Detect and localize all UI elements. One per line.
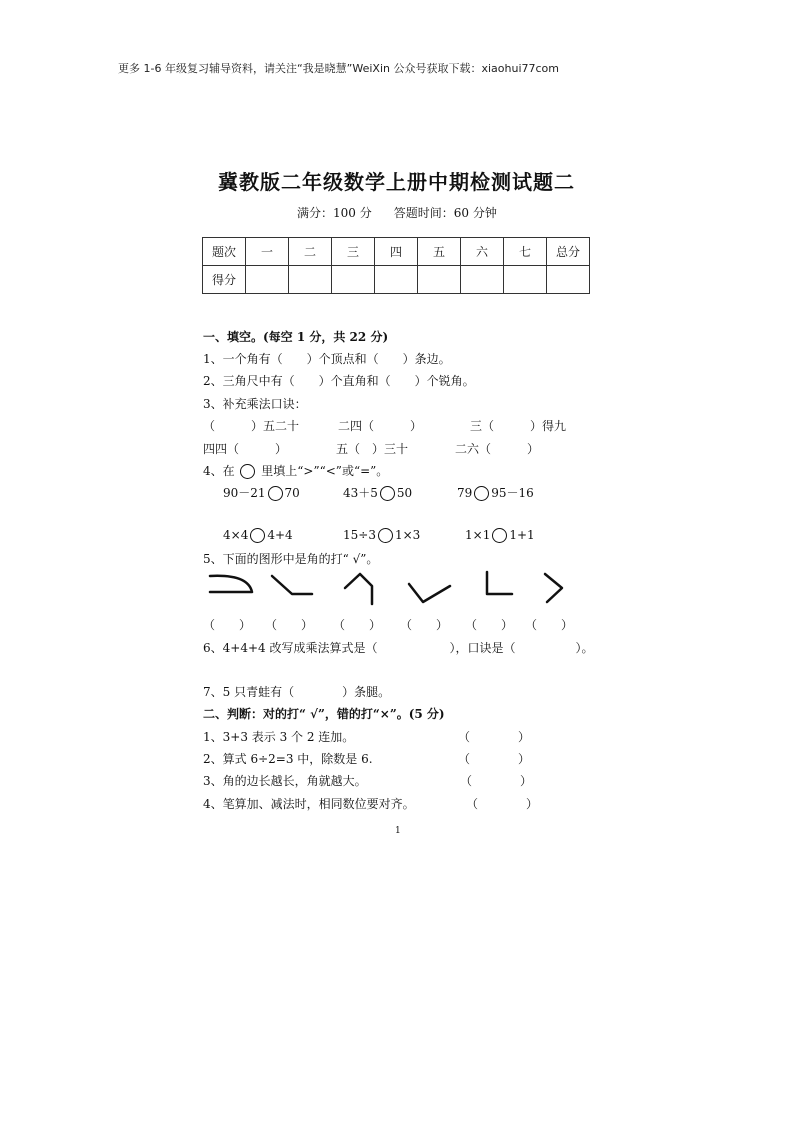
score-cell: 四 — [375, 238, 418, 266]
q5-blank[interactable]: （ ） — [265, 618, 314, 632]
exam-time: 答题时间：60 分钟 — [393, 206, 497, 220]
comparison-right: 50 — [396, 486, 413, 500]
comparison-right: 95－16 — [491, 486, 534, 500]
comparison-item — [223, 484, 300, 501]
question-5: 5、下面的图形中是角的打“ √”。 — [203, 552, 379, 566]
comparison-left: 90－21 — [223, 486, 266, 500]
score-input-cell[interactable] — [461, 266, 504, 294]
right-angle-shape-icon — [487, 572, 512, 594]
comparison-circle[interactable] — [474, 486, 489, 501]
comparison-circle[interactable] — [250, 528, 265, 543]
judge-item-text: 2、算式 6÷2=3 中，除数是 6. — [203, 752, 373, 766]
q5-blank[interactable]: （ ） — [333, 618, 382, 632]
angle-shape-4-icon — [409, 584, 450, 602]
question-4-prefix: 4、在 — [203, 464, 235, 478]
question-1: 1、一个角有（ ）个顶点和（ ）条边。 — [203, 352, 451, 366]
question-3: 3、补充乘法口诀： — [203, 397, 307, 411]
comparison-right: 1+1 — [509, 528, 535, 542]
question-4-suffix: 里填上“>”“<”或“=”。 — [261, 464, 389, 478]
mnemonic-item: 二六（ ） — [455, 442, 540, 456]
comparison-left: 1×1 — [465, 528, 491, 542]
score-table — [202, 237, 590, 294]
comparison-circle[interactable] — [492, 528, 507, 543]
section1-heading: 一、填空。(每空 1 分，共 22 分) — [203, 330, 389, 344]
judge-item-blank[interactable]: （ ） — [458, 730, 531, 744]
angle-figures — [200, 566, 580, 610]
question-4 — [203, 462, 388, 479]
comparison-right: 1×3 — [394, 528, 421, 542]
mnemonic-item: 二四（ ） — [338, 419, 423, 433]
score-table-header-row — [203, 238, 590, 266]
score-input-cell[interactable] — [289, 266, 332, 294]
score-cell: 题次 — [203, 238, 246, 266]
comparison-item — [457, 484, 534, 501]
angle-shape-2-icon — [272, 576, 312, 594]
comparison-item — [343, 484, 412, 501]
comparison-left: 79 — [457, 486, 473, 500]
judge-item-blank[interactable]: （ ） — [458, 752, 531, 766]
score-input-cell[interactable] — [418, 266, 461, 294]
comparison-circle-icon — [240, 464, 255, 479]
comparison-left: 4×4 — [223, 528, 249, 542]
score-cell: 二 — [289, 238, 332, 266]
q5-blank[interactable]: （ ） — [465, 618, 514, 632]
page-title: 冀教版二年级数学上册中期检测试题二 — [218, 170, 575, 194]
mnemonic-item: 三（ ）得九 — [470, 419, 567, 433]
question-7: 7、5 只青蛙有（ ）条腿。 — [203, 685, 391, 699]
q5-blank[interactable]: （ ） — [203, 618, 252, 632]
full-score: 满分：100 分 — [297, 206, 372, 220]
score-row-label: 得分 — [203, 266, 246, 294]
angle-shape-3-icon — [345, 574, 372, 604]
score-cell: 五 — [418, 238, 461, 266]
comparison-left: 43＋5 — [343, 486, 378, 500]
comparison-circle[interactable] — [380, 486, 395, 501]
section2-heading: 二、判断：对的打“ √”，错的打“×”。(5 分) — [203, 707, 445, 721]
question-6: 6、4+4+4 改写成乘法算式是（ ），口诀是（ ）。 — [203, 641, 594, 655]
comparison-circle[interactable] — [378, 528, 393, 543]
score-cell: 六 — [461, 238, 504, 266]
score-input-cell[interactable] — [332, 266, 375, 294]
curved-shape-icon — [210, 576, 252, 592]
mnemonic-item: （ ）五二十 — [203, 419, 300, 433]
score-table-score-row — [203, 266, 590, 294]
comparison-item — [465, 528, 535, 543]
comparison-item — [343, 528, 420, 543]
judge-item-text: 3、角的边长越长，角就越大。 — [203, 774, 367, 788]
judge-item-blank[interactable]: （ ） — [460, 774, 533, 788]
score-input-cell[interactable] — [375, 266, 418, 294]
comparison-item — [223, 528, 293, 543]
question-2: 2、三角尺中有（ ）个直角和（ ）个锐角。 — [203, 374, 475, 388]
q5-blank[interactable]: （ ） — [400, 618, 449, 632]
score-cell: 总分 — [547, 238, 590, 266]
comparison-right: 70 — [284, 486, 300, 500]
score-input-cell[interactable] — [504, 266, 547, 294]
score-cell: 一 — [246, 238, 289, 266]
header-note: 更多 1-6 年级复习辅导资料，请关注“我是晓慧”WeiXin 公众号获取下载：xiaohui77com — [118, 62, 559, 75]
mnemonic-item: 四四（ ） — [203, 442, 288, 456]
q5-blank[interactable]: （ ） — [525, 618, 574, 632]
score-input-cell[interactable] — [246, 266, 289, 294]
page-number: 1 — [395, 826, 401, 836]
score-cell: 七 — [504, 238, 547, 266]
judge-item-text: 1、3+3 表示 3 个 2 连加。 — [203, 730, 355, 744]
exam-info — [297, 204, 497, 221]
score-input-cell[interactable] — [547, 266, 590, 294]
mnemonic-item: 五（ ）三十 — [336, 442, 409, 456]
comparison-circle[interactable] — [268, 486, 283, 501]
judge-item-text: 4、笔算加、减法时，相同数位要对齐。 — [203, 797, 415, 811]
comparison-left: 15÷3 — [343, 528, 376, 542]
score-cell: 三 — [332, 238, 375, 266]
judge-item-blank[interactable]: （ ） — [466, 797, 539, 811]
comparison-right: 4+4 — [267, 528, 293, 542]
angle-shape-6-icon — [545, 574, 562, 602]
